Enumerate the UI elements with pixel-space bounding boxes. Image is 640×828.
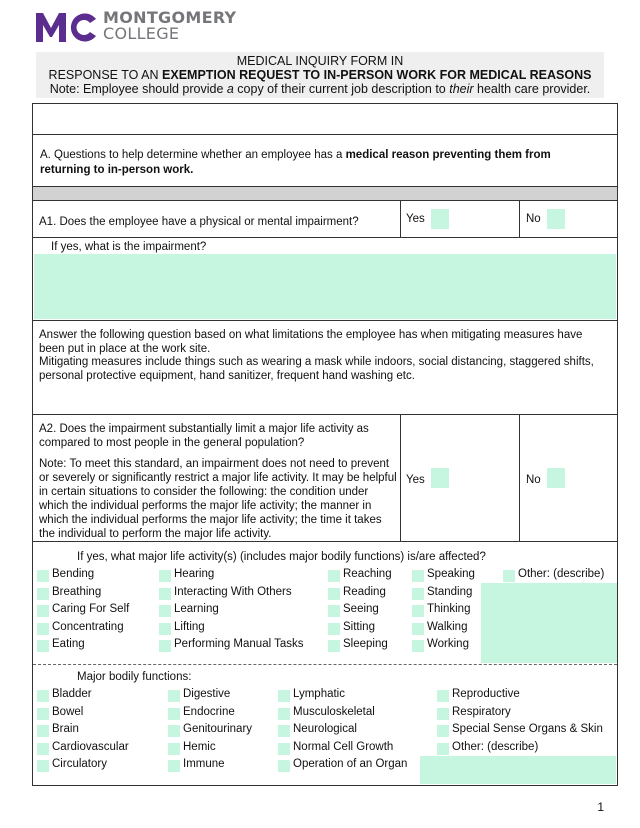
life-activities-checkbox[interactable]	[37, 640, 49, 652]
bodily-functions-checkbox[interactable]	[37, 725, 49, 737]
impairment-field[interactable]	[34, 254, 616, 319]
life-activities-checkbox[interactable]	[159, 623, 171, 635]
mitigation-paragraph-1: Answer the following question based on what limitations the employee has when mitigating measures have been put in place at the work site.	[39, 329, 583, 355]
life-activities-checkbox[interactable]	[412, 623, 424, 635]
life-activities-label: Concentrating	[52, 620, 124, 633]
bodily-functions-checkbox[interactable]	[37, 690, 49, 702]
bodily-functions-label: Musculoskeletal	[293, 705, 375, 718]
life-activities-label: Performing Manual Tasks	[174, 638, 304, 650]
form-title-line-2	[36, 68, 604, 82]
note-part-a: Note: Employee should provide	[49, 82, 227, 96]
bodily-functions-checkbox[interactable]	[437, 708, 449, 720]
life-activities-label: Reading	[343, 585, 386, 598]
life-activities-checkbox[interactable]	[37, 623, 49, 635]
bodily-functions-heading: Major bodily functions:	[77, 671, 192, 683]
life-activities-label: Bending	[52, 568, 95, 580]
bodily-functions-label: Bladder	[52, 688, 92, 700]
bodily-functions-label: Cardiovascular	[52, 740, 129, 753]
a2-no-checkbox[interactable]	[547, 468, 565, 488]
bodily-functions-checkbox[interactable]	[278, 725, 290, 737]
form-title-line-1: MEDICAL INQUIRY FORM IN	[236, 54, 404, 68]
form-note	[36, 82, 604, 96]
life-activities-label: Lifting	[174, 620, 205, 633]
bodily-functions-checkbox[interactable]	[278, 708, 290, 720]
section-a-intro-text: A. Questions to help determine whether an employee has a	[40, 149, 346, 161]
bodily-functions-checkbox[interactable]	[168, 760, 180, 772]
a1-yes-checkbox[interactable]	[431, 209, 449, 229]
bodily-functions-label: Other: (describe)	[452, 740, 539, 753]
bodily-functions-label: Digestive	[183, 688, 231, 700]
life-activities-checkbox[interactable]	[159, 570, 171, 582]
a2-yes-label: Yes	[406, 474, 425, 486]
a1-no-label: No	[526, 213, 541, 225]
life-activities-checkbox[interactable]	[159, 588, 171, 600]
bodily-functions-label: Immune	[183, 758, 225, 770]
other-activity-label: Other: (describe)	[518, 568, 605, 580]
bodily-functions-label: Genitourinary	[183, 723, 253, 735]
title-prefix: RESPONSE TO AN	[48, 68, 163, 82]
life-activities-checkbox[interactable]	[412, 570, 424, 582]
bodily-functions-checkbox[interactable]	[278, 743, 290, 755]
other-bodily-field[interactable]	[420, 756, 616, 784]
life-activities-label: Working	[427, 638, 469, 650]
life-activities-checkbox[interactable]	[412, 605, 424, 617]
life-activities-checkbox[interactable]	[37, 605, 49, 617]
note-part-d: their	[449, 82, 474, 96]
bodily-functions-label: Normal Cell Growth	[293, 740, 394, 753]
form-title-band	[36, 52, 604, 98]
section-a-intro-bold: medical reason preventing them from returning to in-person work.	[40, 149, 551, 176]
life-activities-label: Sitting	[343, 620, 375, 633]
life-activities-checkbox[interactable]	[328, 605, 340, 617]
life-activities-checkbox[interactable]	[328, 640, 340, 652]
bodily-functions-checkbox[interactable]	[168, 725, 180, 737]
life-activities-label: Sleeping	[343, 638, 388, 650]
mitigation-paragraph-2: Mitigating measures include things such as wearing a mask while indoors, social distancing, staggered shifts, personal protective equipment, hand sanitizer, frequent hand washing etc.	[39, 356, 594, 382]
bodily-functions-checkbox[interactable]	[37, 743, 49, 755]
a2-note: Note: To meet this standard, an impairment does not need to prevent or severely or significantly restrict a major life activity. It may be helpful in certain situations to consider the following: the condition under which the individual performs the major life activity; the manner in which the individual performs the major life activity; the time it takes the individual to perform the major life activity.	[39, 458, 397, 540]
life-activities-checkbox[interactable]	[328, 570, 340, 582]
bodily-functions-label: Hemic	[183, 740, 216, 753]
a2-no-label: No	[526, 474, 541, 486]
life-activities-label: Learning	[174, 603, 219, 615]
bodily-functions-label: Circulatory	[52, 758, 107, 770]
bodily-functions-checkbox[interactable]	[168, 708, 180, 720]
section-divider-bar	[33, 187, 617, 200]
a1-no-checkbox[interactable]	[547, 209, 565, 229]
note-part-c: copy of their current job description to	[233, 82, 450, 96]
bodily-functions-checkbox[interactable]	[437, 690, 449, 702]
a1-question: A1. Does the employee have a physical or mental impairment?	[39, 216, 359, 228]
life-activities-checkbox[interactable]	[37, 570, 49, 582]
bodily-functions-label: Operation of an Organ	[293, 758, 408, 770]
logo-line-1: MONTGOMERY	[103, 8, 237, 27]
bodily-functions-label: Brain	[52, 723, 79, 735]
life-activities-label: Caring For Self	[52, 603, 130, 615]
life-activities-checkbox[interactable]	[412, 640, 424, 652]
life-activities-checkbox[interactable]	[328, 588, 340, 600]
a2-question: A2. Does the impairment substantially limit a major life activity as compared to most people in the general population?	[39, 423, 369, 449]
bodily-functions-checkbox[interactable]	[278, 690, 290, 702]
bodily-functions-label: Lymphatic	[293, 688, 345, 700]
other-activity-checkbox[interactable]	[503, 570, 515, 582]
bodily-functions-checkbox[interactable]	[437, 743, 449, 755]
bodily-functions-checkbox[interactable]	[37, 708, 49, 720]
life-activities-label: Standing	[427, 585, 473, 598]
page-number: 1	[597, 800, 604, 814]
life-activities-label: Breathing	[52, 585, 102, 598]
life-activities-checkbox[interactable]	[328, 623, 340, 635]
life-activities-checkbox[interactable]	[159, 605, 171, 617]
bodily-functions-label: Bowel	[52, 705, 84, 718]
life-activities-label: Seeing	[343, 603, 379, 615]
section-a-intro	[40, 148, 600, 178]
life-activities-checkbox[interactable]	[412, 588, 424, 600]
life-activities-label: Interacting With Others	[174, 585, 292, 598]
life-activities-label: Speaking	[427, 568, 475, 580]
mc-logo-mark-icon	[36, 11, 98, 43]
title-bold: EXEMPTION REQUEST TO IN-PERSON WORK FOR MEDICAL REASONS	[162, 68, 592, 82]
bodily-functions-checkbox[interactable]	[278, 760, 290, 772]
life-activities-label: Walking	[427, 620, 468, 633]
life-activities-prompt: If yes, what major life activity(s) (includes major bodily functions) is/are affected?	[77, 551, 486, 563]
bodily-functions-label: Reproductive	[452, 688, 520, 700]
other-activity-field[interactable]	[481, 583, 617, 663]
note-part-b: a	[226, 82, 234, 96]
life-activities-label: Thinking	[427, 603, 471, 615]
bodily-functions-checkbox[interactable]	[168, 743, 180, 755]
life-activities-checkbox[interactable]	[37, 588, 49, 600]
life-activities-label: Hearing	[174, 568, 215, 580]
bodily-functions-checkbox[interactable]	[37, 760, 49, 772]
bodily-functions-label: Endocrine	[183, 705, 235, 718]
impairment-prompt: If yes, what is the impairment?	[51, 241, 207, 253]
life-activities-checkbox[interactable]	[159, 640, 171, 652]
bodily-functions-label: Special Sense Organs & Skin	[452, 723, 603, 735]
note-part-e: health care provider.	[473, 82, 591, 96]
bodily-functions-checkbox[interactable]	[168, 690, 180, 702]
bodily-functions-label: Respiratory	[452, 705, 511, 718]
bodily-functions-label: Neurological	[293, 723, 357, 735]
a2-yes-checkbox[interactable]	[431, 468, 449, 488]
form-table	[32, 103, 618, 786]
logo-wordmark	[103, 10, 236, 42]
life-activities-label: Reaching	[343, 568, 392, 580]
a1-yes-label: Yes	[406, 213, 425, 225]
logo-line-2: COLLEGE	[103, 24, 180, 43]
life-activities-label: Eating	[52, 638, 85, 650]
bodily-functions-checkbox[interactable]	[437, 725, 449, 737]
